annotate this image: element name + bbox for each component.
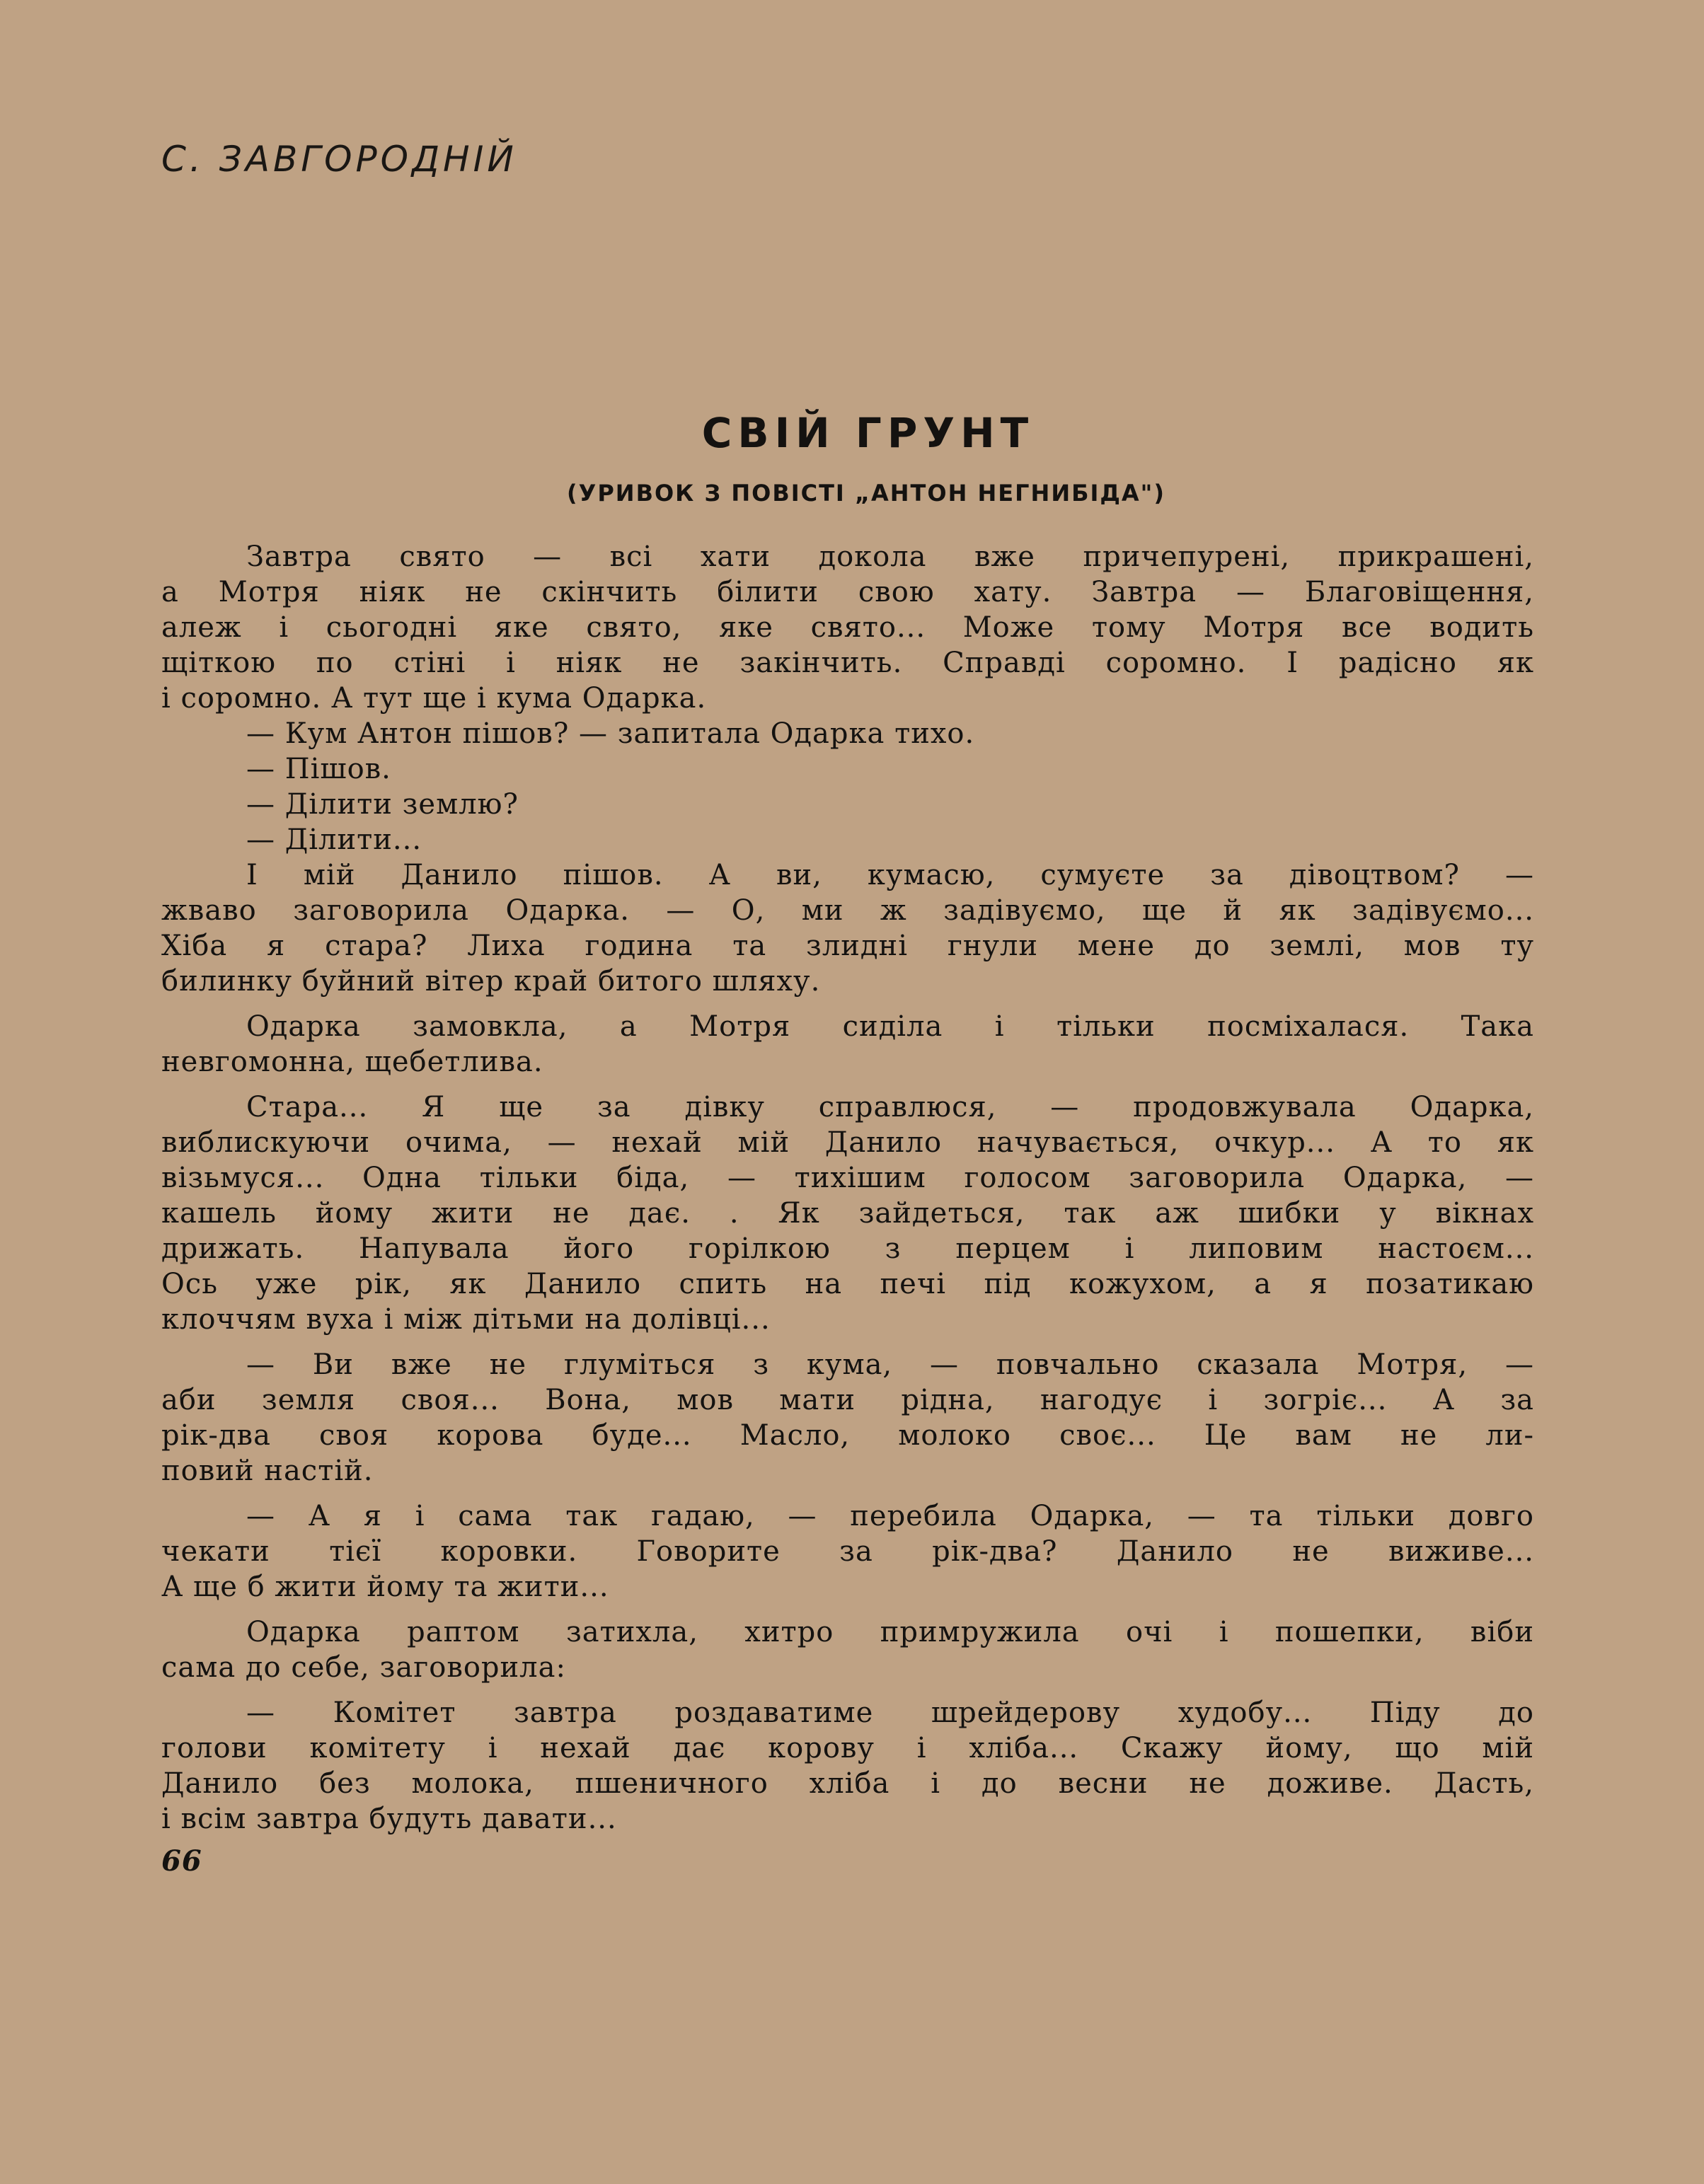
text-line: алеж і сьогодні яке свято, яке свято... Може тому Мотря все водить bbox=[161, 611, 1534, 644]
text-line: І мій Данило пішов. А ви, кумасю, сумуєте за дівоцтвом? — bbox=[246, 859, 1534, 891]
text-line: і всім завтра будуть давати... bbox=[161, 1803, 617, 1835]
text-line: виблискуючи очима, — нехай мій Данило начувається, очкур... А то як bbox=[161, 1126, 1534, 1159]
text-line: — Ділити... bbox=[246, 824, 422, 856]
text-line: дрижать. Напувала його горілкою з перцем і липовим настоєм... bbox=[161, 1232, 1534, 1265]
text-line: жваво заговорила Одарка. — О, ми ж задівуємо, ще й як задівуємо... bbox=[161, 894, 1534, 927]
text-line: — Ви вже не глуміться з кума, — повчально сказала Мотря, — bbox=[246, 1348, 1534, 1381]
author-name: С. ЗАВГОРОДНІЙ bbox=[161, 139, 517, 180]
story-subtitle: (УРИВОК З ПОВІСТІ „АНТОН НЕГНИБІДА") bbox=[567, 480, 1165, 507]
text-line: Одарка раптом затихла, хитро примружила очі і пошепки, віби bbox=[246, 1616, 1534, 1648]
text-line: аби земля своя... Вона, мов мати рідна, нагодує і зогріє... А за bbox=[161, 1384, 1534, 1416]
text-line: Стара... Я ще за дівку справлюся, — продовжувала Одарка, bbox=[246, 1091, 1534, 1123]
text-line: кашель йому жити не дає. . Як зайдеться, так аж шибки у вікнах bbox=[161, 1197, 1534, 1230]
text-line: сама до себе, заговорила: bbox=[161, 1651, 566, 1684]
text-line: щіткою по стіні і ніяк не закінчить. Справді соромно. І радісно як bbox=[161, 647, 1534, 679]
text-line: рік-два своя корова буде... Масло, молоко своє... Це вам не ли- bbox=[161, 1419, 1534, 1452]
text-line: клоччям вуха і між дітьми на долівці... bbox=[161, 1303, 771, 1336]
text-line: і соромно. А тут ще і кума Одарка. bbox=[161, 682, 707, 715]
text-line: візьмуся... Одна тільки біда, — тихішим голосом заговорила Одарка, — bbox=[161, 1162, 1534, 1194]
text-line: — Кум Антон пішов? — запитала Одарка тихо. bbox=[246, 717, 975, 750]
text-line: — Ділити землю? bbox=[246, 788, 519, 821]
text-line: голови комітету і нехай дає корову і хліба... Скажу йому, що мій bbox=[161, 1732, 1534, 1764]
text-line: Одарка замовкла, а Мотря сиділа і тільки посміхалася. Така bbox=[246, 1010, 1534, 1043]
text-line: повий настій. bbox=[161, 1455, 374, 1487]
text-line: Хіба я стара? Лиха година та злидні гнули мене до землі, мов ту bbox=[161, 930, 1534, 962]
text-line: Завтра свято — всі хати докола вже причепурені, прикрашені, bbox=[246, 541, 1534, 573]
text-line: Ось уже рік, як Данило спить на печі під кожухом, а я позатикаю bbox=[161, 1268, 1534, 1300]
text-line: — А я і сама так гадаю, — перебила Одарка, — та тільки довго bbox=[246, 1500, 1534, 1532]
story-text bbox=[161, 539, 1534, 1879]
text-line: Данило без молока, пшеничного хліба і до весни не доживе. Дасть, bbox=[161, 1767, 1534, 1800]
text-line: билинку буйний вітер край битого шляху. bbox=[161, 965, 821, 998]
story-title: СВІЙ ГРУНТ bbox=[701, 409, 1035, 457]
text-line: — Пішов. bbox=[246, 753, 391, 785]
text-line: — Комітет завтра роздаватиме шрейдерову худобу... Піду до bbox=[246, 1697, 1534, 1729]
text-line: а Мотря ніяк не скінчить білити свою хату. Завтра — Благовіщення, bbox=[161, 576, 1534, 608]
text-line: А ще б жити йому та жити... bbox=[161, 1571, 609, 1603]
text-line: чекати тієї коровки. Говорите за рік-два? Данило не виживе... bbox=[161, 1535, 1534, 1568]
text-line: невгомонна, щебетлива. bbox=[161, 1046, 543, 1078]
page-number: 66 bbox=[161, 1844, 202, 1878]
